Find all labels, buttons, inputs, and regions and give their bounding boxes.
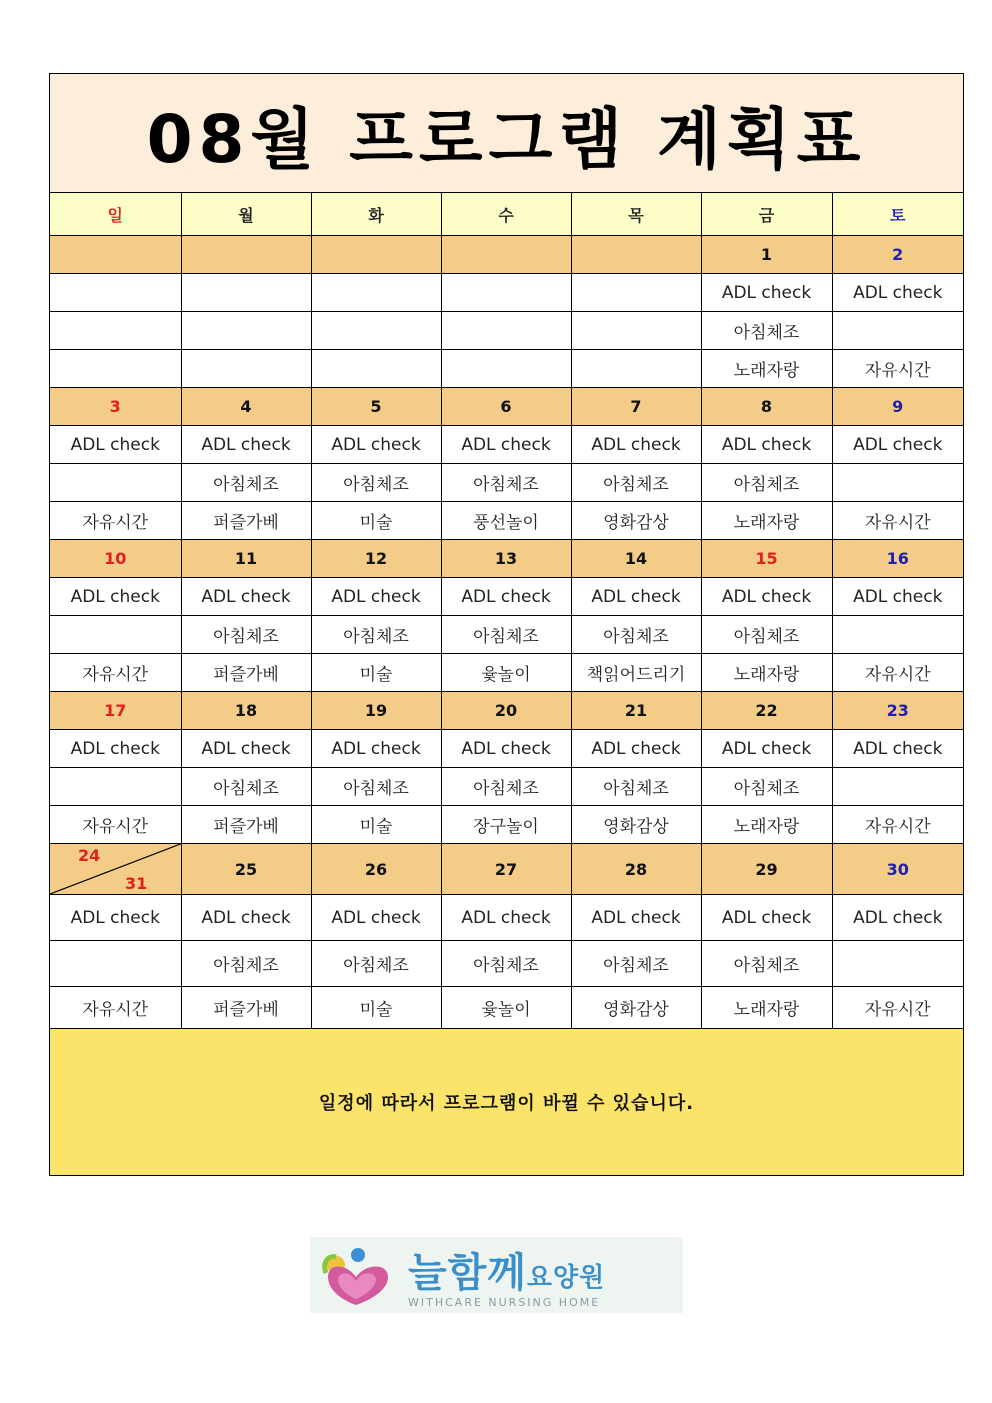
- activity-cell: ADL check: [701, 895, 832, 941]
- date-cell: 2: [832, 236, 963, 274]
- weekday-cell: 목: [571, 193, 701, 236]
- activity-cell: 영화감상: [571, 806, 701, 844]
- activity-cell: 윷놀이: [441, 654, 571, 692]
- weekday-cell: 화: [311, 193, 441, 236]
- date-cell: 26: [311, 844, 441, 895]
- activity-cell: 노래자랑: [701, 654, 832, 692]
- activity-cell: [50, 312, 181, 350]
- activity-cell: 미술: [311, 654, 441, 692]
- activity-cell: [311, 350, 441, 388]
- activity-cell: 퍼즐가베: [181, 502, 311, 540]
- date-cell: [441, 236, 571, 274]
- logo-name-ko: 늘함께: [408, 1250, 527, 1296]
- activity-cell: 윷놀이: [441, 987, 571, 1029]
- activity-cell: 아침체조: [181, 941, 311, 987]
- date-cell: 4: [181, 388, 311, 426]
- date-cell: 13: [441, 540, 571, 578]
- activity-cell: [50, 941, 181, 987]
- activity-cell: [50, 274, 181, 312]
- activity-cell: 풍선놀이: [441, 502, 571, 540]
- activity-cell: 아침체조: [181, 616, 311, 654]
- date-cell: 14: [571, 540, 701, 578]
- date-row: [50, 540, 963, 578]
- activity-cell: [181, 312, 311, 350]
- date-cell: [571, 236, 701, 274]
- activity-cell: 미술: [311, 987, 441, 1029]
- activity-cell: 자유시간: [832, 502, 963, 540]
- date-cell: [50, 844, 181, 895]
- activity-cell: [50, 616, 181, 654]
- activity-cell: 아침체조: [701, 616, 832, 654]
- weekday-header-row: [50, 193, 963, 236]
- activity-cell: [441, 312, 571, 350]
- activity-cell: 자유시간: [50, 806, 181, 844]
- activity-cell: 자유시간: [50, 654, 181, 692]
- activity-cell: 아침체조: [311, 464, 441, 502]
- activity-cell: 자유시간: [832, 806, 963, 844]
- weekday-cell: 월: [181, 193, 311, 236]
- activity-cell: [571, 350, 701, 388]
- date-cell: 23: [832, 692, 963, 730]
- activity-cell: ADL check: [441, 730, 571, 768]
- activity-cell: 퍼즐가베: [181, 987, 311, 1029]
- activity-cell: 영화감상: [571, 987, 701, 1029]
- activity-cell: 아침체조: [441, 768, 571, 806]
- date-cell: 8: [701, 388, 832, 426]
- activity-cell: [832, 941, 963, 987]
- date-cell: 3: [50, 388, 181, 426]
- date-cell: 15: [701, 540, 832, 578]
- activity-cell: ADL check: [701, 730, 832, 768]
- activity-cell: 미술: [311, 806, 441, 844]
- date-cell: 18: [181, 692, 311, 730]
- activity-cell: 아침체조: [701, 464, 832, 502]
- activity-cell: 자유시간: [832, 987, 963, 1029]
- activity-row: [50, 464, 963, 502]
- activity-row: [50, 941, 963, 987]
- activity-cell: ADL check: [311, 730, 441, 768]
- activity-cell: [832, 768, 963, 806]
- activity-cell: 책읽어드리기: [571, 654, 701, 692]
- date-cell: 16: [832, 540, 963, 578]
- date-row: [50, 692, 963, 730]
- activity-row: [50, 350, 963, 388]
- activity-cell: 아침체조: [181, 768, 311, 806]
- date-cell: 9: [832, 388, 963, 426]
- activity-cell: 아침체조: [701, 768, 832, 806]
- activity-cell: [181, 274, 311, 312]
- date-number-split: 31: [125, 874, 148, 893]
- activity-cell: [311, 312, 441, 350]
- activity-cell: ADL check: [181, 426, 311, 464]
- activity-cell: 아침체조: [571, 768, 701, 806]
- activity-cell: ADL check: [441, 426, 571, 464]
- activity-cell: [832, 464, 963, 502]
- page-title: 08월 프로그램 계획표: [50, 74, 963, 193]
- date-cell: 1: [701, 236, 832, 274]
- activity-cell: ADL check: [311, 895, 441, 941]
- activity-cell: 장구놀이: [441, 806, 571, 844]
- activity-cell: ADL check: [571, 730, 701, 768]
- activity-cell: 아침체조: [311, 616, 441, 654]
- calendar-table: [50, 193, 963, 1029]
- date-cell: 27: [441, 844, 571, 895]
- facility-logo: [310, 1237, 683, 1313]
- activity-cell: ADL check: [50, 578, 181, 616]
- activity-row: [50, 730, 963, 768]
- activity-cell: ADL check: [181, 730, 311, 768]
- activity-cell: 아침체조: [701, 941, 832, 987]
- activity-cell: ADL check: [701, 274, 832, 312]
- weekday-cell: 토: [832, 193, 963, 236]
- activity-cell: ADL check: [311, 578, 441, 616]
- activity-row: [50, 426, 963, 464]
- activity-cell: 아침체조: [571, 616, 701, 654]
- activity-cell: ADL check: [701, 426, 832, 464]
- date-cell: [311, 236, 441, 274]
- activity-cell: ADL check: [441, 578, 571, 616]
- weekday-cell: 수: [441, 193, 571, 236]
- activity-row: [50, 987, 963, 1029]
- activity-cell: ADL check: [832, 426, 963, 464]
- weekday-cell: 금: [701, 193, 832, 236]
- activity-cell: [311, 274, 441, 312]
- activity-row: [50, 768, 963, 806]
- date-cell: 25: [181, 844, 311, 895]
- date-number: 24: [78, 846, 101, 865]
- activity-cell: ADL check: [832, 730, 963, 768]
- activity-row: [50, 274, 963, 312]
- date-cell: 19: [311, 692, 441, 730]
- activity-row: [50, 654, 963, 692]
- activity-cell: [181, 350, 311, 388]
- activity-cell: ADL check: [441, 895, 571, 941]
- activity-cell: [441, 274, 571, 312]
- activity-cell: ADL check: [50, 730, 181, 768]
- activity-cell: 아침체조: [571, 464, 701, 502]
- activity-cell: 아침체조: [441, 464, 571, 502]
- activity-cell: [50, 768, 181, 806]
- activity-cell: 자유시간: [832, 350, 963, 388]
- date-cell: 11: [181, 540, 311, 578]
- care-heart-icon: [318, 1243, 402, 1307]
- activity-cell: ADL check: [832, 274, 963, 312]
- activity-cell: ADL check: [571, 426, 701, 464]
- activity-cell: ADL check: [571, 895, 701, 941]
- activity-cell: ADL check: [50, 426, 181, 464]
- activity-cell: 아침체조: [701, 312, 832, 350]
- date-cell: 6: [441, 388, 571, 426]
- date-cell: 21: [571, 692, 701, 730]
- activity-row: [50, 616, 963, 654]
- date-row: [50, 844, 963, 895]
- activity-cell: 노래자랑: [701, 806, 832, 844]
- date-cell: 17: [50, 692, 181, 730]
- activity-cell: 아침체조: [441, 941, 571, 987]
- activity-cell: ADL check: [701, 578, 832, 616]
- weekday-cell: 일: [50, 193, 181, 236]
- date-cell: 30: [832, 844, 963, 895]
- activity-row: [50, 895, 963, 941]
- date-cell: 20: [441, 692, 571, 730]
- date-cell: 5: [311, 388, 441, 426]
- activity-cell: ADL check: [50, 895, 181, 941]
- activity-row: [50, 578, 963, 616]
- date-cell: [181, 236, 311, 274]
- activity-cell: [50, 464, 181, 502]
- notice-banner: 일정에 따라서 프로그램이 바뀔 수 있습니다.: [50, 1029, 963, 1175]
- activity-cell: ADL check: [832, 578, 963, 616]
- date-row: [50, 388, 963, 426]
- activity-cell: 아침체조: [571, 941, 701, 987]
- activity-cell: 영화감상: [571, 502, 701, 540]
- activity-cell: [832, 616, 963, 654]
- activity-cell: ADL check: [311, 426, 441, 464]
- activity-row: [50, 806, 963, 844]
- activity-row: [50, 312, 963, 350]
- date-cell: 28: [571, 844, 701, 895]
- activity-cell: 노래자랑: [701, 502, 832, 540]
- activity-cell: 퍼즐가베: [181, 654, 311, 692]
- activity-cell: [832, 312, 963, 350]
- activity-cell: 노래자랑: [701, 987, 832, 1029]
- activity-cell: 자유시간: [50, 987, 181, 1029]
- date-cell: [50, 236, 181, 274]
- activity-cell: 아침체조: [181, 464, 311, 502]
- activity-cell: 퍼즐가베: [181, 806, 311, 844]
- activity-cell: [441, 350, 571, 388]
- date-cell: 29: [701, 844, 832, 895]
- schedule-sheet: [49, 73, 964, 1176]
- activity-cell: 아침체조: [311, 768, 441, 806]
- activity-cell: 자유시간: [832, 654, 963, 692]
- date-row: [50, 236, 963, 274]
- activity-cell: ADL check: [181, 578, 311, 616]
- activity-cell: 노래자랑: [701, 350, 832, 388]
- logo-suffix-ko: 요양원: [526, 1263, 606, 1293]
- activity-cell: [571, 274, 701, 312]
- activity-cell: ADL check: [571, 578, 701, 616]
- activity-cell: 자유시간: [50, 502, 181, 540]
- activity-cell: ADL check: [832, 895, 963, 941]
- activity-cell: ADL check: [181, 895, 311, 941]
- date-cell: 10: [50, 540, 181, 578]
- activity-row: [50, 502, 963, 540]
- activity-cell: [50, 350, 181, 388]
- activity-cell: 미술: [311, 502, 441, 540]
- date-cell: 22: [701, 692, 832, 730]
- activity-cell: 아침체조: [311, 941, 441, 987]
- date-cell: 7: [571, 388, 701, 426]
- activity-cell: [571, 312, 701, 350]
- split-diagonal: [50, 844, 181, 894]
- logo-name-en: WITHCARE NURSING HOME: [408, 1296, 601, 1309]
- date-cell: 12: [311, 540, 441, 578]
- activity-cell: 아침체조: [441, 616, 571, 654]
